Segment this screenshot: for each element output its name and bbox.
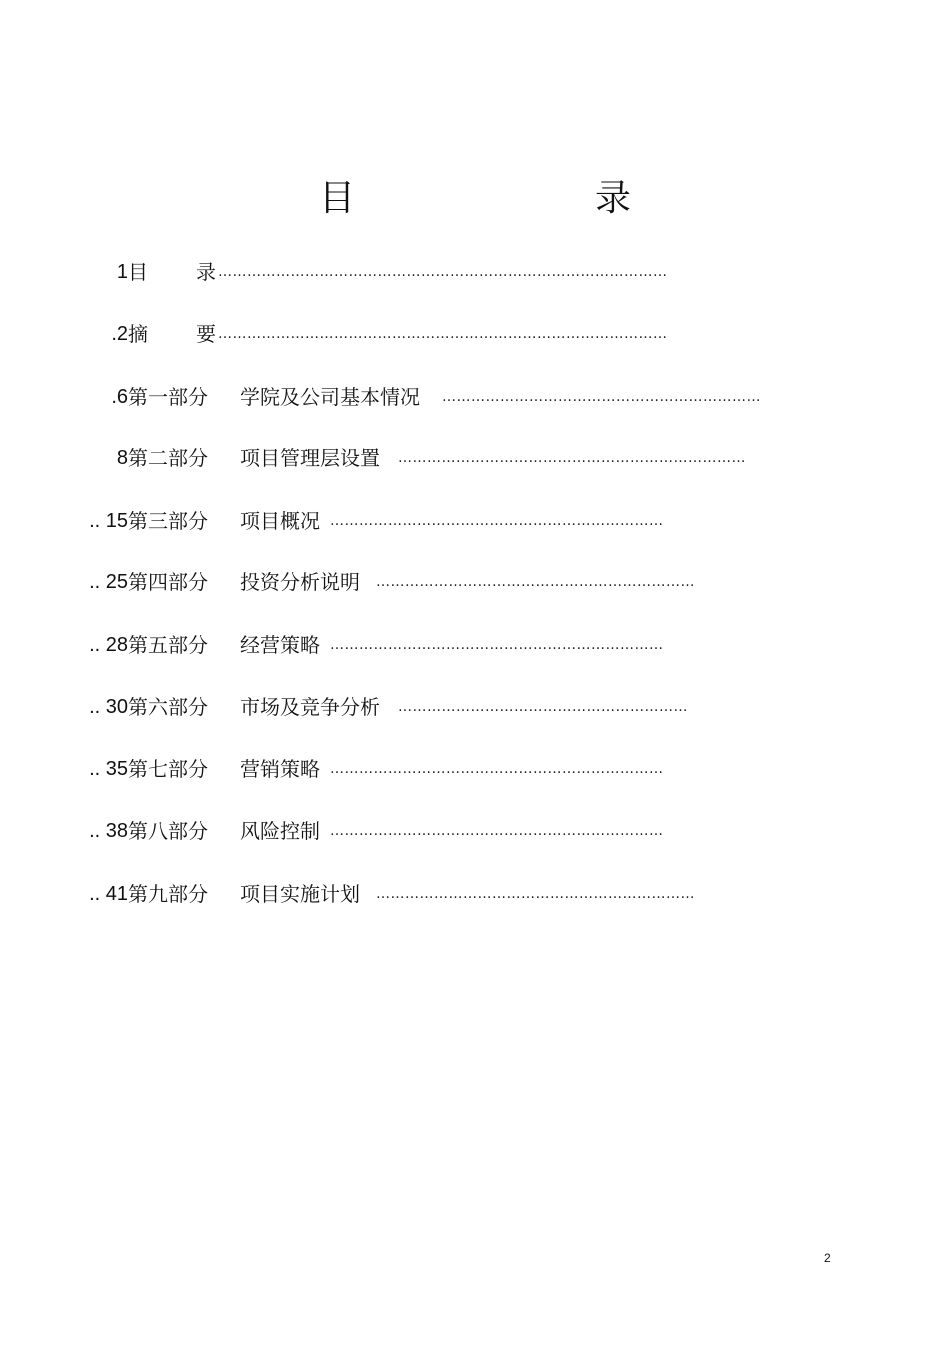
toc-part: 第八部分 — [128, 819, 208, 843]
toc-page: .. 15 — [89, 510, 128, 532]
toc-leader: …………………………………………………………… — [330, 761, 664, 777]
toc-page: .. 35 — [89, 758, 128, 780]
toc-section: 录 — [196, 260, 216, 284]
toc-leader: ………………………………………………………… — [442, 389, 761, 405]
toc-leader: ………………………………………………………… — [376, 574, 695, 590]
toc-section: 学院及公司基本情况 — [240, 385, 420, 409]
toc-part: 第二部分 — [128, 446, 208, 470]
toc-page: .. 28 — [89, 634, 128, 656]
toc-section: 项目实施计划 — [240, 882, 360, 906]
toc-leader: …………………………………………………………… — [330, 637, 664, 653]
toc-part: 第九部分 — [128, 882, 208, 906]
toc-part: 第六部分 — [128, 695, 208, 719]
toc-page: .. 25 — [89, 571, 128, 593]
toc-part: 第三部分 — [128, 509, 208, 533]
toc-page: .. 41 — [89, 883, 128, 905]
toc-section: 营销策略 — [240, 757, 320, 781]
toc-section: 项目概况 — [240, 509, 320, 533]
toc-section: 风险控制 — [240, 819, 320, 843]
toc-page: 1 — [116, 261, 128, 283]
toc-leader: ………………………………………………………………………………… — [218, 326, 668, 342]
toc-part: 第五部分 — [128, 633, 208, 657]
toc-part: 第七部分 — [128, 757, 208, 781]
toc-part: 第一部分 — [128, 385, 208, 409]
page-number: 2 — [824, 1251, 831, 1265]
toc-part: 目 — [128, 260, 148, 284]
toc-leader: …………………………………………………………… — [330, 513, 664, 529]
toc-page: .. 38 — [89, 820, 128, 842]
toc-leader: ……………………………………………………………… — [398, 450, 746, 466]
toc-section: 经营策略 — [240, 633, 320, 657]
toc-section: 投资分析说明 — [240, 570, 360, 594]
toc-leader: …………………………………………………………… — [330, 823, 664, 839]
toc-section: 项目管理层设置 — [240, 446, 380, 470]
toc-part: 第四部分 — [128, 570, 208, 594]
page-title: 目 录 — [318, 178, 687, 219]
toc-part: 摘 — [128, 322, 148, 346]
toc-section: 要 — [196, 322, 216, 346]
toc-page: 8 — [116, 447, 128, 469]
toc-page: .2 — [111, 323, 128, 345]
toc-page: .. 30 — [89, 696, 128, 718]
toc-leader: ………………………………………………………………………………… — [218, 264, 668, 280]
toc-leader: …………………………………………………… — [398, 699, 688, 715]
toc-section: 市场及竞争分析 — [240, 695, 380, 719]
toc-page: .6 — [111, 386, 128, 408]
toc-leader: ………………………………………………………… — [376, 886, 695, 902]
